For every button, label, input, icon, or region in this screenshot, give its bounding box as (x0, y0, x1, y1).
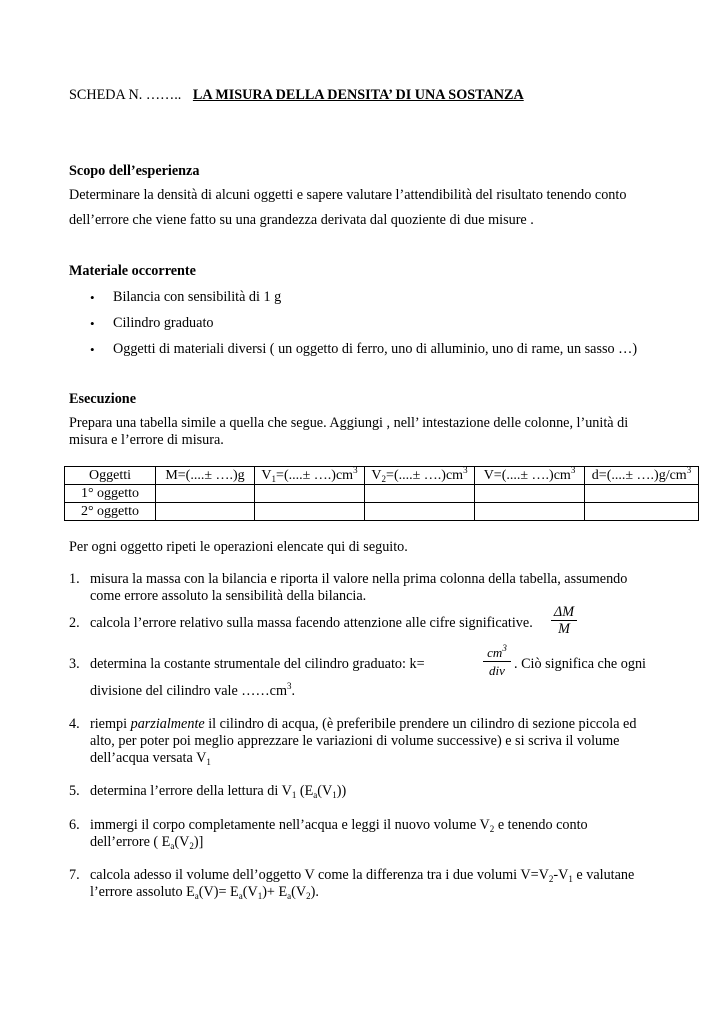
step-3-continuation: . Ciò significa che ogni (514, 656, 646, 672)
scopo-line-2: dell’errore che viene fatto su una grandezza derivata dal quoziente di due misure . (69, 212, 534, 228)
steps-intro: Per ogni oggetto ripeti le operazioni elencate qui di seguito. (69, 539, 408, 555)
step-number: 5. (69, 783, 80, 799)
step-1-line-1: misura la massa con la bilancia e riporta il valore nella prima colonna della tabella, assumendo (90, 571, 628, 587)
step-4-line-1: riempi parzialmente il cilindro di acqua, (è preferibile prendere un cilindro di sezione piccola ed (90, 716, 637, 732)
step-7-line-1: calcola adesso il volume dell’oggetto V come la differenza tra i due volumi $V=V_2-V_1$ e valutane (90, 867, 635, 884)
step-number: 7. (69, 867, 80, 883)
step-number: 3. (69, 656, 80, 672)
step-2-text: calcola l’errore relativo sulla massa facendo attenzione alle cifre significative. (90, 615, 533, 631)
page-title: LA MISURA DELLA DENSITA’ DI UNA SOSTANZA (192, 87, 524, 103)
row-label: 2° oggetto (65, 503, 156, 521)
bullet-icon: • (90, 316, 95, 331)
scopo-heading: Scopo dell’esperienza (69, 163, 200, 179)
table-cell (475, 485, 585, 503)
table-header-row (65, 467, 699, 485)
step-number: 1. (69, 571, 80, 587)
table-cell (255, 503, 365, 521)
table-cell (365, 503, 475, 521)
step-number: 4. (69, 716, 80, 732)
step-7-line-2: l’errore assoluto $E_a(V)= E_a(V_1)+ E_a(V_2)$. (90, 884, 319, 901)
header-volume: $V=(....\pm \dots.)cm^3$ (475, 467, 585, 485)
step-1-line-2: come errore assoluto la sensibilità della bilancia. (90, 588, 367, 604)
page-header (69, 87, 524, 104)
step-4-line-3: dell’acqua versata $V_1$ (90, 750, 211, 767)
step-6-line-2: dell’errore ( $E_a(V_2)$] (90, 834, 204, 851)
bullet-icon: • (90, 290, 95, 305)
table-row (65, 485, 699, 503)
table-cell (255, 485, 365, 503)
materiale-item: Bilancia con sensibilità di 1 g (113, 289, 282, 305)
header-densita: $d=(....\pm \dots.)g/cm^3$ (585, 467, 699, 485)
table-cell (156, 485, 255, 503)
materiale-heading: Materiale occorrente (69, 263, 196, 279)
table-cell (365, 485, 475, 503)
esecuzione-line-2: misura e l’errore di misura. (69, 432, 224, 448)
header-massa: M=(....± ….)g (156, 467, 255, 485)
bullet-icon: • (90, 342, 95, 357)
scopo-line-1: Determinare la densità di alcuni oggetti e sapere valutare l’attendibilità del risultato tenendo conto (69, 187, 627, 203)
table-cell (475, 503, 585, 521)
step-6-line-1: immergi il corpo completamente nell’acqua e leggi il nuovo volume $V_2$ e tenendo conto (90, 817, 588, 834)
esecuzione-heading: Esecuzione (69, 391, 136, 407)
table-cell (156, 503, 255, 521)
header-v1: $V_1=(....\pm$ $\dots.)cm^3$ (255, 467, 365, 485)
sheet-number: SCHEDA N. …….. (69, 87, 182, 103)
constant-fraction: $cm^3$ div (483, 645, 511, 680)
measurement-table (64, 466, 699, 521)
table-row (65, 503, 699, 521)
table-cell (585, 503, 699, 521)
esecuzione-line-1: Prepara una tabella simile a quella che segue. Aggiungi , nell’ intestazione delle colonne, l’unità di (69, 415, 629, 431)
row-label: 1° oggetto (65, 485, 156, 503)
header-oggetti: Oggetti (65, 467, 156, 485)
table-cell (585, 485, 699, 503)
step-3-line-2: divisione del cilindro vale $\dots\dots cm^3$. (90, 681, 296, 699)
step-5-text: determina l’errore della lettura di $V_1$ $(E_a(V_1))$ (90, 783, 347, 800)
materiale-item: Cilindro graduato (113, 315, 214, 331)
step-4-line-2: alto, per poter poi meglio apprezzare le variazioni di volume successive) e si scriva il volume (90, 733, 620, 749)
header-v2: $V_2=(....\pm$ $\dots.)cm^3$ (365, 467, 475, 485)
step-number: 2. (69, 615, 80, 631)
relative-error-fraction: $\frac{\Delta M}{M}$ (551, 605, 577, 638)
step-3-text: determina la costante strumentale del cilindro graduato: k= (90, 656, 425, 672)
step-number: 6. (69, 817, 80, 833)
materiale-item: Oggetti di materiali diversi ( un oggetto di ferro, uno di alluminio, uno di rame, un sasso …) (113, 341, 638, 357)
